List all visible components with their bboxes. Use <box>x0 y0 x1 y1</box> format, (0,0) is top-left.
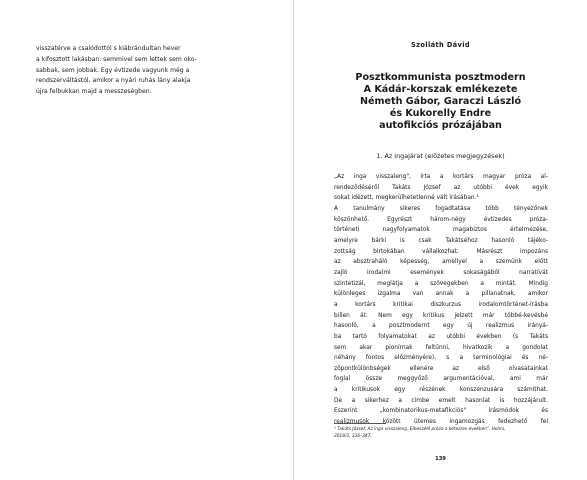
text-line: szintetizál, meglátja a szövegekben a mintát. Mindig <box>334 280 548 287</box>
footnote <box>334 426 548 441</box>
text-line: zőpontkülönbségek ellenére az első olvasatainkat <box>334 365 548 372</box>
text-line: sem akar pionírnak feltűnni, hivatkozik a gondolat <box>334 344 548 351</box>
text-line: néhány fontos előzményére), s a terminológiai és né- <box>334 355 548 362</box>
text-line: amelyre bárki is csak Takátséhoz hasonló tájéko- <box>334 237 548 244</box>
footnote-divider <box>334 423 386 424</box>
text-line: De a sikerhez a címbe emelt hasonlat is hozzájárult. <box>334 397 548 404</box>
text-line: különleges izgalma van annak a pillanatnak, amikor <box>334 291 548 298</box>
text-line: billen át. Nem egy kritikus jelzett már többé-kevésbé <box>334 312 548 319</box>
text-line: sabbak, sem jobbak. Egy évtizede vagyunk még a <box>36 66 190 74</box>
footnote-line: ¹ Takáts József, Az inga visszaleng. Elbeszélő próza a kétezres években", Holmi, <box>334 427 506 432</box>
text-line: foglal össze meggyőző argumentációval, ami már <box>334 376 548 383</box>
title-line: és Kukorelly Endre <box>389 108 492 120</box>
text-line: zottság birtokában vállalkozhat. Másrészt impozáns <box>334 248 548 255</box>
text-line: a kritikusok egy részének konszenzusára számíthat. <box>334 387 548 394</box>
text-line: visszatérve a csalódottól s kiábrándultan hever <box>36 45 181 52</box>
text-line: A tanulmány sikeres fogadtatása több tényezőnek <box>334 205 548 212</box>
title-line: autofikciós prózájában <box>379 120 502 132</box>
title-line: Posztkommunista posztmodern <box>355 72 526 83</box>
text-line: hasonló, a posztmodernt egy új realizmus irányá- <box>334 323 548 330</box>
footnote-line: 2018/3, 336–347. <box>334 434 372 440</box>
text-line: az absztraháló képesség, amellyel a szemünk előtt <box>334 259 548 266</box>
left-page-text <box>36 44 268 98</box>
text-line: újra felbukkan majd a messzeségben. <box>36 88 152 96</box>
page-number: 139 <box>435 456 446 462</box>
text-line: a kortárs kritikai diszkurzus irodalomtörténet-írásba <box>334 301 548 308</box>
text-line: „Az inga visszaleng", írta a kortárs magyar próza al- <box>334 174 548 180</box>
text-line: ba tartó folyamatokat az utóbbi években (s Takáts <box>334 333 548 340</box>
text-line: rendszerváltástól, amikor a nyári ruhás lány alakja <box>36 77 191 85</box>
text-line: rendeződéséről Takáts József az utóbbi évek egyik <box>334 184 548 191</box>
text-line: sokat idézett, megkerülhetetlenné vált írásában.¹ <box>334 195 479 202</box>
text-line: a kifosztott lakásban: semmivel sem lettek sem oko- <box>36 55 197 63</box>
text-line: realizmusok között ütemes ingamozgás fedezhető fel <box>334 419 548 426</box>
left-page <box>0 0 293 480</box>
title-line: A Kádár-korszak emlékezete <box>363 84 518 96</box>
text-line: zajló irodalmi események sokaságából narratívát <box>334 269 548 276</box>
text-line: köszönhető. Egyrészt három-négy évtizedes próza- <box>334 216 548 223</box>
right-page <box>294 0 587 480</box>
text-line: történeti nagyfolyamatok magabiztos értelmezése, <box>334 227 548 234</box>
body-text <box>334 172 548 428</box>
text-line: Eszerint „kombinatorikus-metafikciós" írásmódok és <box>334 408 548 415</box>
title-line: Németh Gábor, Garaczi László <box>359 96 522 108</box>
section-heading: 1. Az ingajárat (előzetes megjegyzések) <box>376 152 505 160</box>
article-title <box>314 72 567 132</box>
author-name: Szolláth Dávid <box>410 41 471 49</box>
